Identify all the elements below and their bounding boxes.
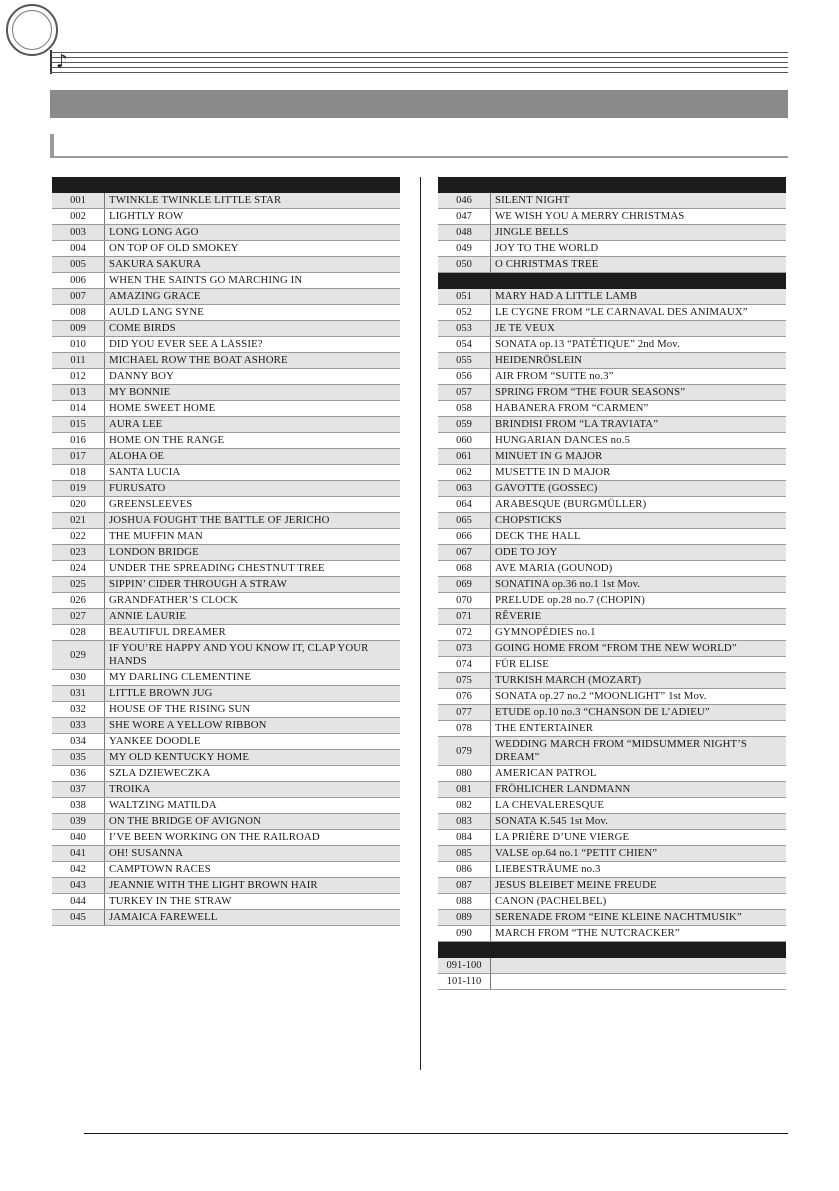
song-title: DID YOU EVER SEE A LASSIE? <box>109 338 263 350</box>
song-title: MY OLD KENTUCKY HOME <box>109 751 250 763</box>
table-row <box>52 497 400 513</box>
table-row <box>52 337 400 353</box>
song-title: RÊVERIE <box>495 610 542 622</box>
song-title: LE CYGNE FROM “LE CARNAVAL DES ANIMAUX” <box>495 306 748 318</box>
table-row <box>438 433 786 449</box>
song-number: 070 <box>438 593 491 608</box>
table-row <box>438 737 786 766</box>
song-title: FRÖHLICHER LANDMANN <box>495 783 631 795</box>
song-title: ODE TO JOY <box>495 546 558 558</box>
music-staff <box>50 50 788 74</box>
table-row <box>52 593 400 609</box>
table-row <box>438 766 786 782</box>
song-number: 001 <box>52 193 105 208</box>
song-number: 065 <box>438 513 491 528</box>
song-title: HOME ON THE RANGE <box>109 434 225 446</box>
song-title: GYMNOPÉDIES no.1 <box>495 626 596 638</box>
song-title: IF YOU’RE HAPPY AND YOU KNOW IT, CLAP YOUR HANDS <box>109 642 369 667</box>
table-row <box>438 974 786 990</box>
song-title: BEAUTIFUL DREAMER <box>109 626 226 638</box>
table-row <box>52 577 400 593</box>
song-number: 016 <box>52 433 105 448</box>
table-row <box>52 305 400 321</box>
table-row <box>52 798 400 814</box>
song-title: JESUS BLEIBET MEINE FREUDE <box>495 879 657 891</box>
song-number: 068 <box>438 561 491 576</box>
song-number: 057 <box>438 385 491 400</box>
song-title: FURUSATO <box>109 482 166 494</box>
song-title: SILENT NIGHT <box>495 194 570 206</box>
song-number: 040 <box>52 830 105 845</box>
song-title: TURKISH MARCH (MOZART) <box>495 674 642 686</box>
song-number: 049 <box>438 241 491 256</box>
song-number: 051 <box>438 289 491 304</box>
song-number: 033 <box>52 718 105 733</box>
song-table-left <box>52 177 400 926</box>
table-row <box>438 657 786 673</box>
table-row <box>438 705 786 721</box>
song-number: 002 <box>52 209 105 224</box>
table-row <box>52 353 400 369</box>
song-number: 079 <box>438 737 491 765</box>
table-row <box>52 846 400 862</box>
song-number: 028 <box>52 625 105 640</box>
table-row <box>52 433 400 449</box>
song-title: MY DARLING CLEMENTINE <box>109 671 252 683</box>
song-title: MARCH FROM “THE NUTCRACKER” <box>495 927 680 939</box>
song-title: SONATA op.13 “PATÉTIQUE” 2nd Mov. <box>495 338 680 350</box>
song-number: 022 <box>52 529 105 544</box>
song-title: DECK THE HALL <box>495 530 581 542</box>
song-title: JAMAICA FAREWELL <box>109 911 218 923</box>
song-number: 030 <box>52 670 105 685</box>
table-row <box>52 830 400 846</box>
song-title: HOUSE OF THE RISING SUN <box>109 703 251 715</box>
song-title: CHOPSTICKS <box>495 514 562 526</box>
table-row <box>52 513 400 529</box>
song-title: GREENSLEEVES <box>109 498 193 510</box>
song-number: 054 <box>438 337 491 352</box>
table-row <box>438 673 786 689</box>
table-section-header <box>438 942 786 958</box>
table-row <box>52 561 400 577</box>
table-row <box>438 529 786 545</box>
table-row <box>52 782 400 798</box>
song-title: SONATINA op.36 no.1 1st Mov. <box>495 578 641 590</box>
song-title: SAKURA SAKURA <box>109 258 202 270</box>
song-title: TROIKA <box>109 783 151 795</box>
table-section-header <box>438 273 786 289</box>
song-number: 077 <box>438 705 491 720</box>
song-number: 083 <box>438 814 491 829</box>
song-title: ETUDE op.10 no.3 “CHANSON DE L’ADIEU” <box>495 706 710 718</box>
table-row <box>52 750 400 766</box>
table-row <box>52 545 400 561</box>
table-row <box>438 337 786 353</box>
table-row <box>52 289 400 305</box>
song-title: ARABESQUE (BURGMÜLLER) <box>495 498 647 510</box>
table-row <box>438 513 786 529</box>
song-title: JEANNIE WITH THE LIGHT BROWN HAIR <box>109 879 318 891</box>
song-number: 024 <box>52 561 105 576</box>
song-number: 027 <box>52 609 105 624</box>
song-number: 021 <box>52 513 105 528</box>
song-title: SIPPIN’ CIDER THROUGH A STRAW <box>109 578 288 590</box>
song-number: 012 <box>52 369 105 384</box>
song-title: SONATA K.545 1st Mov. <box>495 815 609 827</box>
table-row <box>52 686 400 702</box>
table-row <box>52 670 400 686</box>
song-title: AIR FROM “SUITE no.3” <box>495 370 614 382</box>
table-row <box>52 641 400 670</box>
song-number: 087 <box>438 878 491 893</box>
song-title: SERENADE FROM “EINE KLEINE NACHTMUSIK” <box>495 911 742 923</box>
table-row <box>438 814 786 830</box>
table-row <box>438 593 786 609</box>
table-row <box>52 257 400 273</box>
song-number: 060 <box>438 433 491 448</box>
song-number: 007 <box>52 289 105 304</box>
song-number: 015 <box>52 417 105 432</box>
song-number: 064 <box>438 497 491 512</box>
logo <box>6 4 58 56</box>
song-number: 084 <box>438 830 491 845</box>
song-number: 035 <box>52 750 105 765</box>
song-number: 041 <box>52 846 105 861</box>
song-number: 009 <box>52 321 105 336</box>
song-number: 031 <box>52 686 105 701</box>
table-row <box>438 257 786 273</box>
song-title: SONATA op.27 no.2 “MOONLIGHT” 1st Mov. <box>495 690 707 702</box>
song-number: 072 <box>438 625 491 640</box>
song-number: 044 <box>52 894 105 909</box>
song-title: ANNIE LAURIE <box>109 610 187 622</box>
song-number: 080 <box>438 766 491 781</box>
song-title: AURA LEE <box>109 418 163 430</box>
table-row <box>52 465 400 481</box>
table-row <box>52 273 400 289</box>
table-row <box>52 321 400 337</box>
song-title: CANON (PACHELBEL) <box>495 895 607 907</box>
table-row <box>438 625 786 641</box>
song-title: I’VE BEEN WORKING ON THE RAILROAD <box>109 831 320 843</box>
table-row <box>438 401 786 417</box>
song-number: 062 <box>438 465 491 480</box>
table-row <box>438 545 786 561</box>
table-row <box>438 926 786 942</box>
song-title: FÜR ELISE <box>495 658 549 670</box>
table-row <box>438 449 786 465</box>
song-number: 091-100 <box>438 958 491 973</box>
section-subtitle-bar <box>50 134 788 158</box>
song-number: 052 <box>438 305 491 320</box>
song-number: 017 <box>52 449 105 464</box>
song-title: UNDER THE SPREADING CHESTNUT TREE <box>109 562 325 574</box>
song-title: LIEBESTRÄUME no.3 <box>495 863 601 875</box>
song-title: WALTZING MATILDA <box>109 799 217 811</box>
song-number: 008 <box>52 305 105 320</box>
table-row <box>52 449 400 465</box>
song-title: LITTLE BROWN JUG <box>109 687 213 699</box>
song-number: 076 <box>438 689 491 704</box>
song-number: 006 <box>52 273 105 288</box>
song-number: 082 <box>438 798 491 813</box>
song-title: SHE WORE A YELLOW RIBBON <box>109 719 267 731</box>
song-number: 088 <box>438 894 491 909</box>
song-title: HABANERA FROM “CARMEN” <box>495 402 649 414</box>
song-title: YANKEE DOODLE <box>109 735 201 747</box>
song-number: 075 <box>438 673 491 688</box>
table-row <box>52 241 400 257</box>
song-number: 073 <box>438 641 491 656</box>
song-number: 074 <box>438 657 491 672</box>
table-row <box>52 702 400 718</box>
song-title: JE TE VEUX <box>495 322 555 334</box>
table-row <box>438 225 786 241</box>
song-number: 063 <box>438 481 491 496</box>
song-number: 071 <box>438 609 491 624</box>
song-title: SZLA DZIEWECZKA <box>109 767 211 779</box>
song-title: OH! SUSANNA <box>109 847 183 859</box>
song-title: LONG LONG AGO <box>109 226 199 238</box>
song-title: MICHAEL ROW THE BOAT ASHORE <box>109 354 288 366</box>
song-number: 061 <box>438 449 491 464</box>
table-row <box>52 385 400 401</box>
song-number: 050 <box>438 257 491 272</box>
song-title: JOSHUA FOUGHT THE BATTLE OF JERICHO <box>109 514 330 526</box>
table-row <box>52 894 400 910</box>
table-section-header <box>438 177 786 193</box>
song-number: 053 <box>438 321 491 336</box>
table-row <box>438 862 786 878</box>
song-title: GOING HOME FROM “FROM THE NEW WORLD” <box>495 642 737 654</box>
table-row <box>438 641 786 657</box>
song-number: 047 <box>438 209 491 224</box>
song-number: 025 <box>52 577 105 592</box>
song-title: MY BONNIE <box>109 386 171 398</box>
song-number: 042 <box>52 862 105 877</box>
table-row <box>438 561 786 577</box>
song-title: GRANDFATHER’S CLOCK <box>109 594 239 606</box>
table-row <box>438 497 786 513</box>
song-number: 101-110 <box>438 974 491 989</box>
table-row <box>438 417 786 433</box>
table-row <box>52 625 400 641</box>
song-number: 023 <box>52 545 105 560</box>
song-title: GAVOTTE (GOSSEC) <box>495 482 598 494</box>
table-row <box>438 385 786 401</box>
song-title: WE WISH YOU A MERRY CHRISTMAS <box>495 210 685 222</box>
song-title: HEIDENRÖSLEIN <box>495 354 583 366</box>
table-row <box>52 401 400 417</box>
song-title: CAMPTOWN RACES <box>109 863 211 875</box>
table-row <box>438 846 786 862</box>
table-row <box>52 718 400 734</box>
eighth-note-icon: ♪ <box>56 51 68 72</box>
song-number: 067 <box>438 545 491 560</box>
table-row <box>438 193 786 209</box>
song-number: 058 <box>438 401 491 416</box>
song-title: ALOHA OE <box>109 450 165 462</box>
table-row <box>52 529 400 545</box>
song-title: WEDDING MARCH FROM “MIDSUMMER NIGHT’S DREAM” <box>495 738 748 763</box>
table-row <box>438 721 786 737</box>
song-title <box>491 974 786 989</box>
song-table-right <box>438 177 786 990</box>
song-title: HUNGARIAN DANCES no.5 <box>495 434 630 446</box>
song-title: ON TOP OF OLD SMOKEY <box>109 242 239 254</box>
song-number: 010 <box>52 337 105 352</box>
table-row <box>438 305 786 321</box>
table-row <box>438 894 786 910</box>
song-title: ON THE BRIDGE OF AVIGNON <box>109 815 261 827</box>
song-title: COME BIRDS <box>109 322 176 334</box>
song-number: 034 <box>52 734 105 749</box>
song-title: LIGHTLY ROW <box>109 210 184 222</box>
song-number: 032 <box>52 702 105 717</box>
table-row <box>438 689 786 705</box>
song-title: AMAZING GRACE <box>109 290 201 302</box>
table-row <box>438 577 786 593</box>
table-row <box>52 209 400 225</box>
song-number: 004 <box>52 241 105 256</box>
song-title: LA CHEVALERESQUE <box>495 799 605 811</box>
song-title: WHEN THE SAINTS GO MARCHING IN <box>109 274 303 286</box>
song-number: 089 <box>438 910 491 925</box>
song-number: 005 <box>52 257 105 272</box>
song-number: 066 <box>438 529 491 544</box>
song-title: THE MUFFIN MAN <box>109 530 203 542</box>
table-row <box>52 862 400 878</box>
song-title: PRELUDE op.28 no.7 (CHOPIN) <box>495 594 645 606</box>
table-row <box>438 609 786 625</box>
song-number: 037 <box>52 782 105 797</box>
song-number: 026 <box>52 593 105 608</box>
song-title: AULD LANG SYNE <box>109 306 204 318</box>
table-row <box>438 369 786 385</box>
song-number: 056 <box>438 369 491 384</box>
song-number: 011 <box>52 353 105 368</box>
table-row <box>438 209 786 225</box>
song-title: AMERICAN PATROL <box>495 767 597 779</box>
column-divider <box>420 177 421 1070</box>
page-title-bar <box>50 90 788 118</box>
song-title: HOME SWEET HOME <box>109 402 216 414</box>
song-number: 059 <box>438 417 491 432</box>
song-title: VALSE op.64 no.1 “PETIT CHIEN” <box>495 847 658 859</box>
song-number: 018 <box>52 465 105 480</box>
song-number: 038 <box>52 798 105 813</box>
song-number: 043 <box>52 878 105 893</box>
song-title: LA PRIÈRE D’UNE VIERGE <box>495 831 630 843</box>
song-title: JOY TO THE WORLD <box>495 242 599 254</box>
song-number: 048 <box>438 225 491 240</box>
song-title: LONDON BRIDGE <box>109 546 199 558</box>
song-title: SPRING FROM “THE FOUR SEASONS” <box>495 386 686 398</box>
table-row <box>438 830 786 846</box>
song-title: THE ENTERTAINER <box>495 722 594 734</box>
song-title: BRINDISI FROM “LA TRAVIATA” <box>495 418 659 430</box>
song-number: 086 <box>438 862 491 877</box>
song-number: 069 <box>438 577 491 592</box>
song-number: 013 <box>52 385 105 400</box>
song-title: O CHRISTMAS TREE <box>495 258 599 270</box>
table-row <box>438 958 786 974</box>
table-row <box>52 481 400 497</box>
song-number: 003 <box>52 225 105 240</box>
table-row <box>438 465 786 481</box>
table-row <box>52 734 400 750</box>
song-number: 090 <box>438 926 491 941</box>
song-number: 085 <box>438 846 491 861</box>
table-section-header <box>52 177 400 193</box>
song-number: 046 <box>438 193 491 208</box>
table-row <box>438 321 786 337</box>
table-row <box>52 910 400 926</box>
table-row <box>52 225 400 241</box>
song-title: TWINKLE TWINKLE LITTLE STAR <box>109 194 282 206</box>
song-title <box>491 958 786 973</box>
song-title: MINUET IN G MAJOR <box>495 450 603 462</box>
song-number: 039 <box>52 814 105 829</box>
song-number: 019 <box>52 481 105 496</box>
song-title: AVE MARIA (GOUNOD) <box>495 562 613 574</box>
table-row <box>52 369 400 385</box>
table-row <box>438 878 786 894</box>
song-number: 081 <box>438 782 491 797</box>
table-row <box>52 193 400 209</box>
table-row <box>438 289 786 305</box>
song-title: MARY HAD A LITTLE LAMB <box>495 290 638 302</box>
table-row <box>52 417 400 433</box>
round-logo-icon <box>12 10 52 50</box>
song-number: 078 <box>438 721 491 736</box>
song-title: TURKEY IN THE STRAW <box>109 895 232 907</box>
table-row <box>438 481 786 497</box>
song-number: 036 <box>52 766 105 781</box>
footer-rule <box>84 1133 788 1134</box>
table-row <box>438 782 786 798</box>
song-number: 020 <box>52 497 105 512</box>
song-title: SANTA LUCIA <box>109 466 181 478</box>
song-title: DANNY BOY <box>109 370 174 382</box>
table-row <box>52 766 400 782</box>
table-row <box>52 878 400 894</box>
table-row <box>438 241 786 257</box>
table-row <box>52 609 400 625</box>
song-number: 045 <box>52 910 105 925</box>
song-number: 055 <box>438 353 491 368</box>
song-number: 029 <box>52 641 105 669</box>
table-row <box>438 353 786 369</box>
table-row <box>438 798 786 814</box>
table-row <box>52 814 400 830</box>
table-row <box>438 910 786 926</box>
song-title: MUSETTE IN D MAJOR <box>495 466 611 478</box>
song-number: 014 <box>52 401 105 416</box>
song-title: JINGLE BELLS <box>495 226 569 238</box>
